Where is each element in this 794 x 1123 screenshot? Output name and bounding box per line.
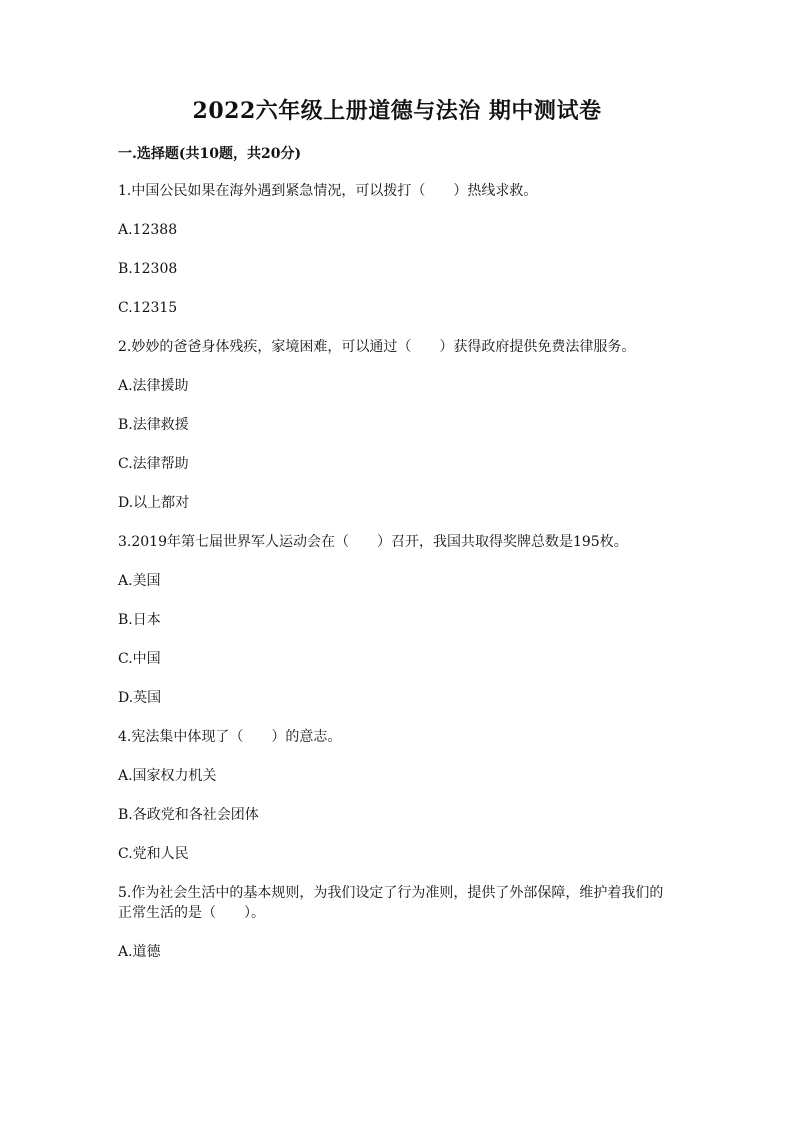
option-a: A.道德 <box>118 944 161 960</box>
page-title: 2022六年级上册道德与法治 期中测试卷 <box>192 98 602 124</box>
option-d: D.以上都对 <box>118 495 190 511</box>
option-b: B.法律救援 <box>118 417 189 433</box>
option-b: B.日本 <box>118 612 161 628</box>
option-a: A.国家权力机关 <box>118 768 217 784</box>
option-b: B.12308 <box>118 261 178 277</box>
option-a: A.法律援助 <box>118 378 189 394</box>
option-b: B.各政党和各社会团体 <box>118 807 259 823</box>
question-stem: 2.妙妙的爸爸身体残疾，家境困难，可以通过（ ）获得政府提供免费法律服务。 <box>118 339 636 355</box>
option-a: A.12388 <box>118 222 178 238</box>
option-c: C.党和人民 <box>118 846 189 862</box>
option-c: C.12315 <box>118 300 178 316</box>
question-5 <box>118 883 676 962</box>
question-2 <box>118 337 676 513</box>
option-a: A.美国 <box>118 573 161 589</box>
question-stem: 4.宪法集中体现了（ ）的意志。 <box>118 729 342 745</box>
option-d: D.英国 <box>118 690 162 706</box>
section-heading: 一.选择题(共10题，共20分) <box>118 146 302 162</box>
question-4 <box>118 727 676 864</box>
question-1 <box>118 181 676 318</box>
question-stem: 3.2019年第七届世界军人运动会在（ ）召开，我国共取得奖牌总数是195枚。 <box>118 534 628 550</box>
question-stem: 5.作为社会生活中的基本规则，为我们设定了行为准则，提供了外部保障，维护着我们的正常生活的是（ ）。 <box>118 885 664 921</box>
option-c: C.法律帮助 <box>118 456 189 472</box>
option-c: C.中国 <box>118 651 161 667</box>
question-3 <box>118 532 676 708</box>
question-stem: 1.中国公民如果在海外遇到紧急情况，可以拨打（ ）热线求救。 <box>118 183 538 199</box>
